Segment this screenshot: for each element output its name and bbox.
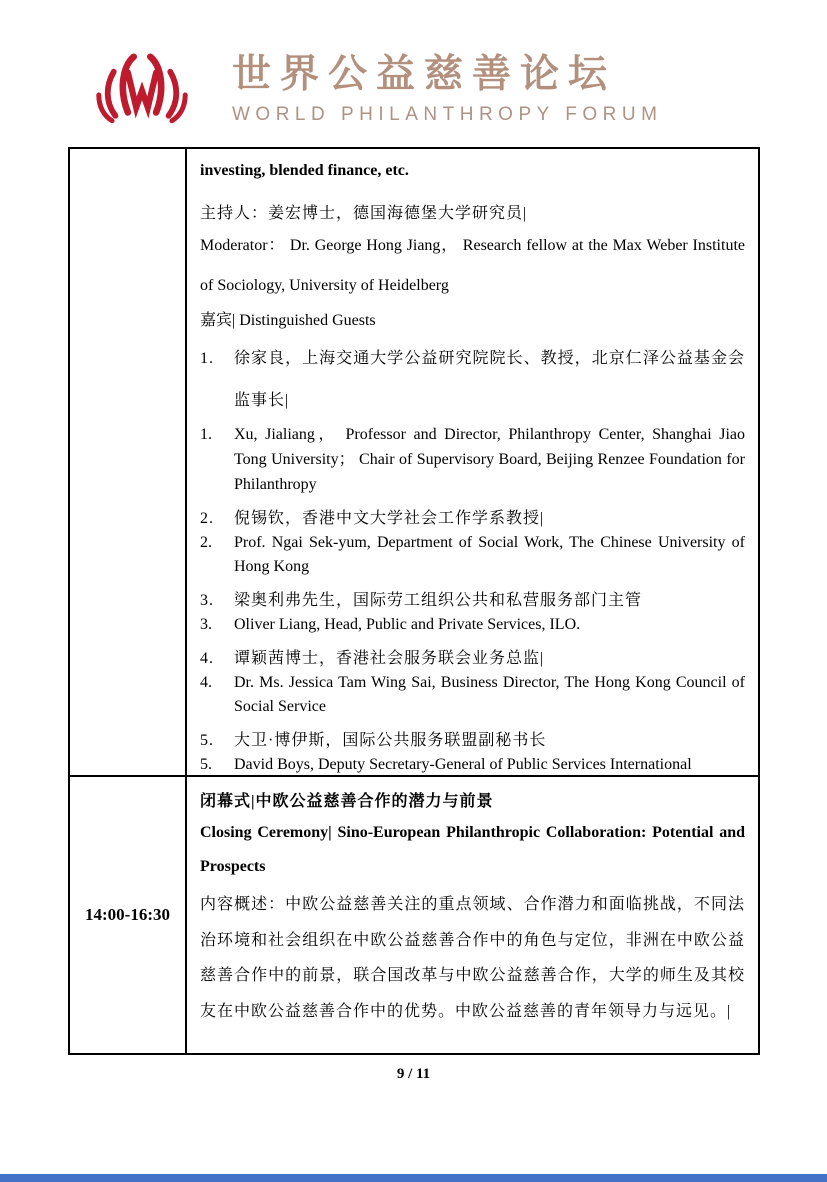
list-item [200,338,745,422]
guest-name-chinese: 倪锡钦，香港中文大学社会工作学系教授| [234,510,545,527]
bottom-accent-bar [0,1174,827,1182]
guest-name-english: Xu, Jialiang， Professor and Director, Philanthropy Center, Shanghai Jiao Tong University； Chair of Supervisory Board, Beijing Renzee Foundation for Philanthropy [234,426,745,493]
table-row [70,149,758,777]
guest-name-english: Oliver Liang, Head, Public and Private Services, ILO. [234,616,581,633]
guest-number: 3. [200,616,212,633]
guest-number: 4. [200,674,212,691]
guest-number: 1. [200,350,214,367]
session-intro-text: investing, blended finance, etc. [200,162,409,179]
time-cell-empty [70,149,187,775]
list-item [200,753,745,775]
guest-number: 2. [200,510,214,527]
list-item [200,531,745,579]
guest-name-chinese: 谭颖茜博士，香港社会服务联会业务总监| [234,650,545,667]
guest-list [200,338,745,775]
agenda-table [68,147,760,1055]
guest-number: 1. [200,426,212,443]
page-number: 9 / 11 [396,1066,431,1082]
list-item [200,671,745,719]
guest-name-chinese: 徐家良，上海交通大学公益研究院院长、教授，北京仁泽公益基金会监事长| [234,350,745,409]
list-item [200,646,745,671]
session-title-english: Closing Ceremony| Sino-European Philanthropic Collaboration: Potential and Prospects [200,824,745,875]
guest-number: 4. [200,650,214,667]
list-item [200,506,745,531]
guest-number: 5. [200,756,212,773]
header-title-block [232,54,662,126]
session-title-chinese: 闭幕式|中欧公益慈善合作的潜力与前景 [200,793,494,810]
session-content-cell [187,149,758,775]
session-content-cell [187,777,758,1053]
guest-name-english: David Boys, Deputy Secretary-General of Public Services International [234,756,692,773]
world-philanthropy-forum-logo-icon [88,42,196,138]
guest-name-chinese: 大卫·博伊斯，国际公共服务联盟副秘书长 [234,732,547,749]
guest-name-english: Prof. Ngai Sek-yum, Department of Social Work, The Chinese University of Hong Kong [234,534,745,575]
host-line-chinese: 主持人：姜宏博士，德国海德堡大学研究员| [200,205,528,222]
document-header [88,42,662,138]
guest-number: 2. [200,534,212,551]
table-row [70,777,758,1053]
forum-title-english: WORLD PHILANTHROPY FORUM [232,103,663,125]
guest-name-chinese: 梁奥利弗先生，国际劳工组织公共和私营服务部门主管 [234,592,643,609]
guests-heading: 嘉宾| Distinguished Guests [200,312,376,329]
list-item [200,613,745,637]
forum-title-chinese: 世界公益慈善论坛 [232,53,617,97]
session-summary-chinese: 内容概述：中欧公益慈善关注的重点领域、合作潜力和面临挑战，不同法治环境和社会组织在中欧公益慈善合作中的角色与定位，非洲在中欧公益慈善合作中的前景，联合国改革与中欧公益慈善合作，大学的师生及其校友在中欧公益慈善合作中的优势。中欧公益慈善的青年领导力与远见。| [200,896,745,1020]
time-cell: 14:00-16:30 [70,777,187,1053]
guest-number: 5. [200,732,214,749]
list-item [200,728,745,753]
list-item [200,588,745,613]
list-item [200,422,745,497]
guest-number: 3. [200,592,214,609]
moderator-line-english: Moderator： Dr. George Hong Jiang， Research fellow at the Max Weber Institute of Sociology, University of Heidelberg [200,237,745,294]
guest-name-english: Dr. Ms. Jessica Tam Wing Sai, Business Director, The Hong Kong Council of Social Service [234,674,745,715]
